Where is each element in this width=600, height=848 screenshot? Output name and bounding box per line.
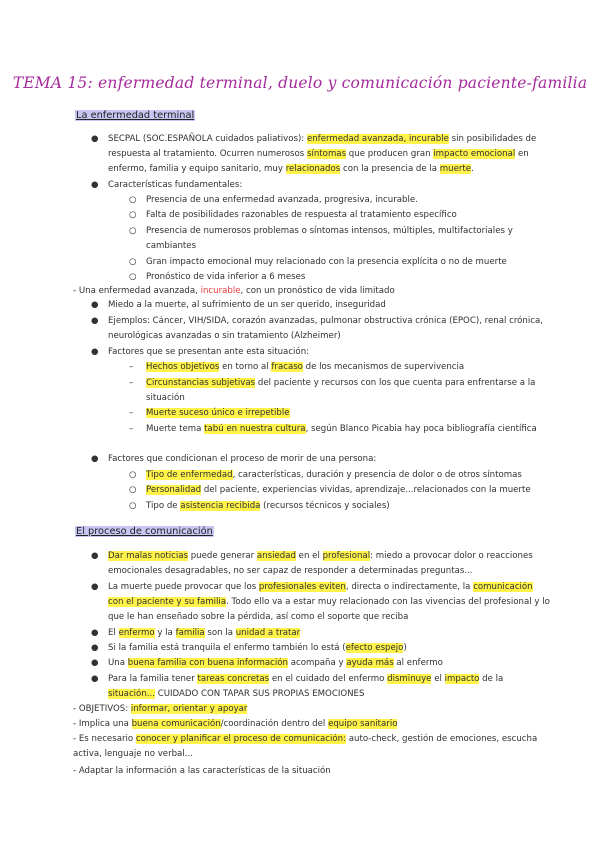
text-span: Gran impacto emocional muy relacionado con la presencia explícita o no de muerte xyxy=(146,257,507,267)
text-span: Para la familia tener xyxy=(108,674,198,684)
highlighted-text: buena comunicación xyxy=(131,719,221,729)
highlighted-text: Hechos objetivos xyxy=(146,362,220,372)
text-span: - Una enfermedad avanzada, xyxy=(73,286,201,296)
text-span: auto-check, gestión de emociones, escucha xyxy=(346,734,538,744)
text-line xyxy=(108,674,503,685)
text-span: CUIDADO CON TAPAR SUS PROPIAS EMOCIONES xyxy=(154,689,365,699)
highlighted-text: unidad a tratar xyxy=(235,628,301,638)
highlighted-text: profesionales eviten xyxy=(258,582,346,592)
text-span: Una xyxy=(108,658,128,668)
text-line xyxy=(73,749,193,760)
highlighted-text: síntomas xyxy=(307,149,347,159)
text-span: con la presencia de la xyxy=(340,164,440,174)
text-span: en el xyxy=(295,551,323,561)
bullet-marker: ● xyxy=(91,674,99,684)
text-line xyxy=(108,180,242,191)
text-line xyxy=(146,501,390,512)
text-span: Miedo a la muerte, al sufrimiento de un ser querido, inseguridad xyxy=(108,300,386,310)
text-span: de la xyxy=(479,674,504,684)
text-span: puede generar xyxy=(187,551,257,561)
text-line xyxy=(146,485,531,496)
text-line xyxy=(108,347,309,358)
highlighted-text: muerte xyxy=(439,164,472,174)
text-span: Pronóstico de vida inferior a 6 meses xyxy=(146,272,306,282)
text-span: Características fundamentales: xyxy=(108,180,243,190)
text-span: el xyxy=(431,674,445,684)
text-span: El xyxy=(108,628,119,638)
bullet-marker: ● xyxy=(91,300,99,310)
highlighted-text: con el paciente y su familia xyxy=(108,597,227,607)
text-line xyxy=(108,612,408,623)
text-span: emocionales desagradables, no ser capaz de responder a determinadas preguntas... xyxy=(108,566,473,576)
text-line xyxy=(146,378,535,389)
bullet-marker: – xyxy=(129,378,134,388)
text-span: Ejemplos: Cáncer, VIH/SIDA, corazón avanzadas, pulmonar obstructiva crónica (EPOC), renal crónica, xyxy=(108,316,543,326)
highlighted-text: disminuye xyxy=(387,674,432,684)
highlighted-text: efecto espejo xyxy=(345,643,404,653)
highlighted-text: conocer y planificar el proceso de comunicación: xyxy=(135,734,347,744)
text-span: enfermo, familia y equipo sanitario, muy xyxy=(108,164,286,174)
text-span: : miedo a provocar dolor o reacciones xyxy=(370,551,533,561)
text-span: de los mecanismos de supervivencia xyxy=(302,362,465,372)
bullet-marker: – xyxy=(129,408,134,418)
text-line xyxy=(108,643,407,654)
text-span: (recursos técnicos y sociales) xyxy=(260,501,390,511)
text-span: neurológicas avanzadas o sin tratamiento (Alzheimer) xyxy=(108,331,341,341)
text-span: . Todo ello va a estar muy relacionado con las vivencias del profesional y lo xyxy=(226,597,550,607)
text-line xyxy=(108,316,543,327)
highlighted-text: relacionados xyxy=(285,164,341,174)
bullet-marker: – xyxy=(129,424,134,434)
bullet-marker: ○ xyxy=(129,501,137,511)
text-line xyxy=(146,424,537,435)
highlighted-text: impacto emocional xyxy=(433,149,516,159)
text-span: incurable xyxy=(200,286,241,296)
text-span: - OBJETIVOS: xyxy=(73,704,131,714)
bullet-marker: ○ xyxy=(129,210,137,220)
highlighted-text: ansiedad xyxy=(256,551,296,561)
highlighted-text: ayuda más xyxy=(346,658,394,668)
bullet-marker: ○ xyxy=(129,470,137,480)
text-span: Factores que se presentan ante esta situación: xyxy=(108,347,310,357)
highlighted-text: enfermedad avanzada, incurable xyxy=(306,134,449,144)
text-span: activa, lenguaje no verbal... xyxy=(73,749,193,759)
text-span: - Adaptar la información a las características de la situación xyxy=(73,766,331,776)
text-span: Tipo de xyxy=(146,501,181,511)
text-span: Presencia de una enfermedad avanzada, progresiva, incurable. xyxy=(146,195,418,205)
text-line xyxy=(108,300,386,311)
text-span: Muerte tema xyxy=(146,424,205,434)
highlighted-text: comunicación xyxy=(473,582,533,592)
text-span: - Implica una xyxy=(73,719,132,729)
text-span: del paciente, experiencias vividas, aprendizaje...relacionados con la muerte xyxy=(201,485,531,495)
text-span: /coordinación dentro del xyxy=(220,719,329,729)
text-line xyxy=(146,470,522,481)
highlighted-text: situación... xyxy=(108,689,155,699)
text-line xyxy=(108,164,474,175)
highlighted-text: Dar malas noticias xyxy=(108,551,188,561)
highlighted-text: enfermo xyxy=(118,628,155,638)
highlighted-text: tareas concretas xyxy=(197,674,270,684)
text-span: , según Blanco Picabia hay poca bibliografía científica xyxy=(305,424,537,434)
highlighted-text: familia xyxy=(175,628,205,638)
highlighted-text: equipo sanitario xyxy=(328,719,398,729)
text-span: en torno al xyxy=(219,362,272,372)
text-line xyxy=(108,658,443,669)
text-span: acompaña y xyxy=(287,658,347,668)
text-span: respuesta al tratamiento. Ocurren numerosos xyxy=(108,149,307,159)
text-line xyxy=(108,597,550,608)
highlighted-text: Circunstancias subjetivas xyxy=(146,378,256,388)
text-line xyxy=(108,331,341,342)
bullet-marker: ● xyxy=(91,134,99,144)
text-line xyxy=(146,210,457,221)
text-line xyxy=(73,719,397,730)
text-span: SECPAL (SOC.ESPAÑOLA cuidados paliativos): xyxy=(108,134,307,144)
text-span: - Es necesario xyxy=(73,734,136,744)
text-span: en xyxy=(515,149,529,159)
text-line xyxy=(73,734,537,745)
bullet-marker: ● xyxy=(91,628,99,638)
text-line xyxy=(146,195,418,206)
text-line xyxy=(146,257,507,268)
text-span: Falta de posibilidades razonables de respuesta al tratamiento específico xyxy=(146,210,457,220)
highlighted-text: Muerte suceso único e irrepetible xyxy=(146,408,290,418)
text-span: La muerte puede provocar que los xyxy=(108,582,259,592)
text-line xyxy=(146,408,290,419)
bullet-marker: ○ xyxy=(129,485,137,495)
text-span: , con un pronóstico de vida limitado xyxy=(240,286,395,296)
bullet-marker: ○ xyxy=(129,226,137,236)
highlighted-text: asistencia recibida xyxy=(180,501,261,511)
text-line xyxy=(108,689,364,700)
text-span: situación xyxy=(146,393,185,403)
text-line xyxy=(146,393,185,404)
section-heading-proceso-comunicacion: El proceso de comunicación xyxy=(76,526,213,537)
text-line xyxy=(108,628,300,639)
bullet-marker: – xyxy=(129,362,134,372)
text-span: Presencia de numerosos problemas o síntomas intensos, múltiples, multifactoriales y xyxy=(146,226,513,236)
page-title: TEMA 15: enfermedad terminal, duelo y comunicación paciente-familia xyxy=(12,74,588,92)
text-line xyxy=(108,454,376,465)
text-line xyxy=(146,272,305,283)
text-span: . xyxy=(471,164,474,174)
text-span: , directa o indirectamente, la xyxy=(345,582,474,592)
text-line xyxy=(146,226,513,237)
bullet-marker: ● xyxy=(91,551,99,561)
bullet-marker: ○ xyxy=(129,272,137,282)
text-span: Si la familia está tranquila el enfermo también lo está ( xyxy=(108,643,346,653)
bullet-marker: ● xyxy=(91,582,99,592)
text-span: Factores que condicionan el proceso de morir de una persona: xyxy=(108,454,377,464)
text-line xyxy=(108,149,529,160)
text-line xyxy=(73,704,247,715)
text-span: y la xyxy=(154,628,176,638)
highlighted-text: informar, orientar y apoyar xyxy=(130,704,248,714)
text-line xyxy=(146,241,196,252)
text-span: sin posibilidades de xyxy=(448,134,537,144)
bullet-marker: ● xyxy=(91,180,99,190)
text-span: en el cuidado del enfermo xyxy=(269,674,388,684)
bullet-marker: ● xyxy=(91,316,99,326)
text-span: al enfermo xyxy=(393,658,443,668)
text-line xyxy=(146,362,464,373)
text-span: que producen gran xyxy=(346,149,434,159)
text-span: ) xyxy=(403,643,407,653)
text-line xyxy=(73,286,395,297)
highlighted-text: Personalidad xyxy=(146,485,202,495)
text-line xyxy=(108,566,473,577)
bullet-marker: ● xyxy=(91,658,99,668)
bullet-marker: ● xyxy=(91,643,99,653)
text-span: del paciente y recursos con los que cuenta para enfrentarse a la xyxy=(255,378,536,388)
text-line xyxy=(108,551,533,562)
bullet-marker: ● xyxy=(91,454,99,464)
text-line xyxy=(108,582,533,593)
text-span: son la xyxy=(204,628,236,638)
text-span: cambiantes xyxy=(146,241,197,251)
highlighted-text: buena familia con buena información xyxy=(127,658,288,668)
text-line xyxy=(108,134,536,145)
bullet-marker: ● xyxy=(91,347,99,357)
bullet-marker: ○ xyxy=(129,257,137,267)
text-span: , características, duración y presencia de dolor o de otros síntomas xyxy=(232,470,522,480)
bullet-marker: ○ xyxy=(129,195,137,205)
text-line xyxy=(73,766,331,777)
highlighted-text: fracaso xyxy=(271,362,303,372)
highlighted-text: tabú en nuestra cultura xyxy=(204,424,306,434)
text-span: que le han enseñado sobre la pérdida, así como el soporte que reciba xyxy=(108,612,409,622)
highlighted-text: profesional xyxy=(322,551,371,561)
highlighted-text: Tipo de enfermedad xyxy=(146,470,233,480)
highlighted-text: impacto xyxy=(444,674,480,684)
section-heading-enfermedad-terminal: La enfermedad terminal xyxy=(76,110,195,121)
